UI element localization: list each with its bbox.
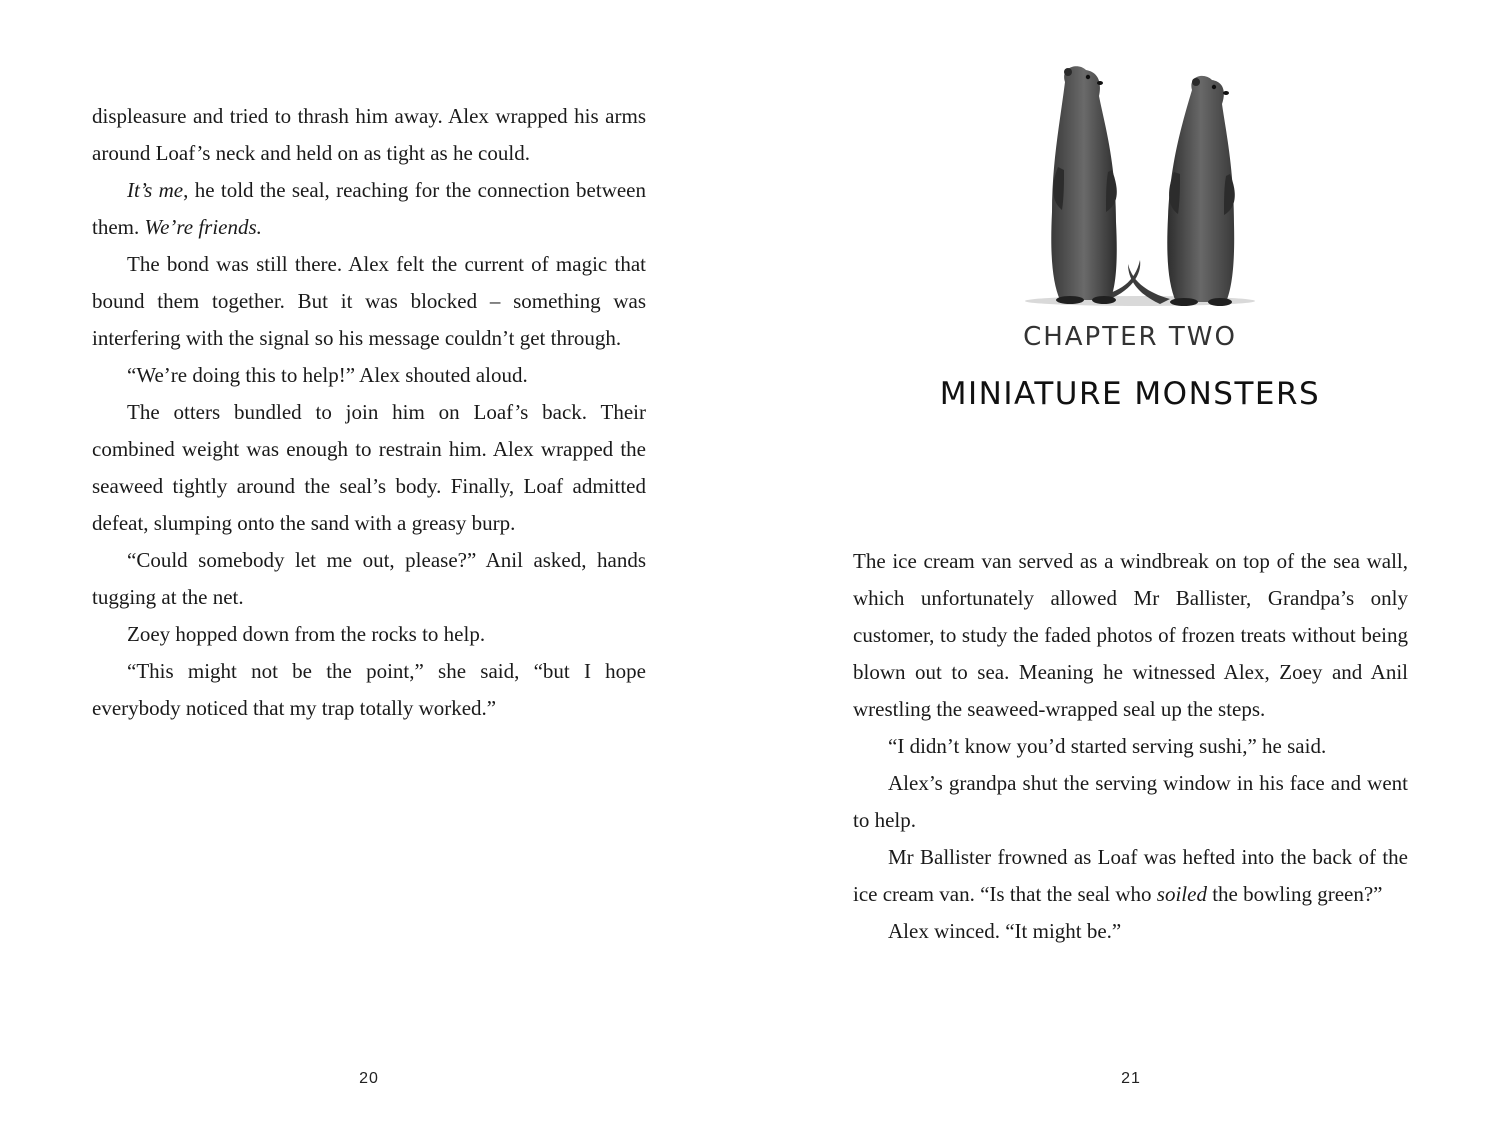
paragraph-text: Mr Ballister frowned as Loaf was hefted into the back of the ice cream van. “Is that the seal who: [853, 845, 1408, 906]
italic-thought: It’s me: [127, 178, 184, 202]
paragraph: “I didn’t know you’d started serving sushi,” he said.: [888, 734, 1327, 758]
left-page-body: [92, 98, 646, 727]
paragraph: Alex winced. “It might be.”: [888, 919, 1122, 943]
paragraph: “Could somebody let me out, please?” Anil asked, hands tugging at the net.: [92, 548, 646, 609]
paragraph: The bond was still there. Alex felt the current of magic that bound them together. But it was blocked – something was interfering with the signal so his message couldn’t get through.: [92, 252, 646, 350]
paragraph: “This might not be the point,” she said, “but I hope everybody noticed that my trap totally worked.”: [92, 659, 646, 720]
chapter-title: MINIATURE MONSTERS: [939, 376, 1321, 412]
paragraph: Zoey hopped down from the rocks to help.: [127, 622, 486, 646]
paragraph: Alex’s grandpa shut the serving window in his face and went to help.: [853, 771, 1408, 832]
page-number: 20: [359, 1070, 379, 1087]
paragraph: [853, 839, 1408, 913]
paragraph: “We’re doing this to help!” Alex shouted aloud.: [127, 363, 528, 387]
otters-illustration: [1020, 52, 1260, 312]
right-page: [750, 0, 1500, 1143]
paragraph: The ice cream van served as a windbreak on top of the sea wall, which unfortunately allowed Mr Ballister, Grandpa’s only customer, to study the faded photos of frozen treats without being blown out to sea. Meaning he witnessed Alex, Zoey and Anil wrestling the seaweed-wrapped seal up the steps.: [853, 549, 1408, 721]
paragraph: The otters bundled to join him on Loaf’s back. Their combined weight was enough to restrain him. Alex wrapped the seaweed tightly around the seal’s body. Finally, Loaf admitted defeat, slumping onto the sand with a greasy burp.: [92, 400, 646, 535]
italic-thought: We’re friends.: [144, 215, 262, 239]
paragraph: displeasure and tried to thrash him away. Alex wrapped his arms around Loaf’s neck and held on as tight as he could.: [92, 104, 646, 165]
paragraph-text: the bowling green?”: [1206, 882, 1383, 906]
page-number: 21: [1121, 1070, 1141, 1087]
chapter-label: CHAPTER TWO: [1023, 322, 1237, 352]
paragraph: [92, 172, 646, 246]
right-page-body: [853, 543, 1408, 950]
italic-emphasis: soiled: [1156, 882, 1207, 906]
paragraph-text: , he told the seal, reaching for the connection between them.: [92, 178, 646, 239]
